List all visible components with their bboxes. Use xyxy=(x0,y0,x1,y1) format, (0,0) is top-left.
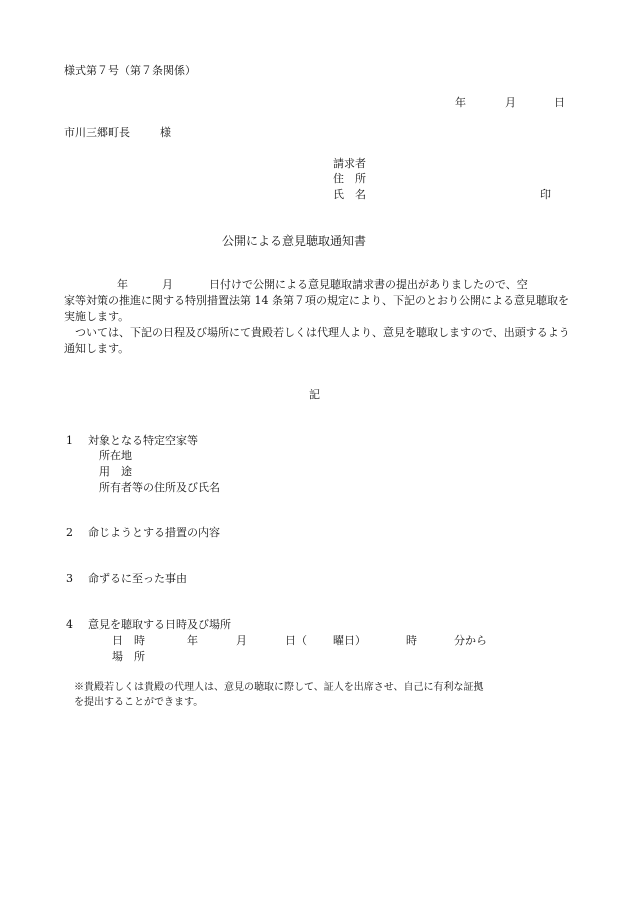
item4-weekday: 曜日） xyxy=(333,634,366,647)
addressee-name: 市川三郷町長 xyxy=(64,126,130,139)
body-para1-rest: 家等対策の推進に関する特別措置法第 14 条第７項の規定により、下記のとおり公開による意見聴取を実施します。 xyxy=(64,294,569,323)
item4-month: 月 xyxy=(236,634,247,647)
item2-label: 命じようとする措置の内容 xyxy=(88,526,220,539)
seal-mark: 印 xyxy=(540,188,551,201)
item4-day: 日（ xyxy=(285,634,307,647)
addressee-honorific: 様 xyxy=(160,126,171,139)
body-para2: ついては、下記の日程及び場所にて貴殿若しくは代理人より、意見を聴取しますので、出頭するよう通知します。 xyxy=(64,326,570,355)
item1-location: 所在地 xyxy=(99,449,132,462)
item3-number: 3 xyxy=(66,572,73,585)
requester-label: 請求者 xyxy=(333,157,366,170)
requester-address-label: 住 所 xyxy=(333,172,366,185)
document-title: 公開による意見聴取通知書 xyxy=(222,234,367,248)
item4-datetime-label: 日 時 xyxy=(112,634,145,647)
note-line2: を提出することができます。 xyxy=(74,697,204,708)
note-line1: ※貴殿若しくは貴殿の代理人は、意見の聴取に際して、証人を出席させ、自己に有利な証拠 xyxy=(74,682,484,693)
item1-number: 1 xyxy=(66,434,73,447)
item1-label: 対象となる特定空家等 xyxy=(88,434,198,447)
date-year: 年 xyxy=(455,96,466,109)
item4-place-label: 場 所 xyxy=(112,650,145,663)
item2-number: 2 xyxy=(66,526,73,539)
requester-name-label: 氏 名 xyxy=(333,188,366,201)
body-month: 月 xyxy=(162,278,173,291)
item4-year: 年 xyxy=(187,634,198,647)
item4-hour: 時 xyxy=(406,634,417,647)
item1-usage: 用 途 xyxy=(99,465,132,478)
date-month: 月 xyxy=(505,96,516,109)
body-para1-first: 日付けで公開による意見聴取請求書の提出がありましたので、空 xyxy=(209,278,528,291)
date-day: 日 xyxy=(554,96,565,109)
item4-minute: 分から xyxy=(454,634,487,647)
item1-owner: 所有者等の住所及び氏名 xyxy=(99,481,220,494)
item3-label: 命ずるに至った事由 xyxy=(88,572,187,585)
ki-heading: 記 xyxy=(309,388,320,401)
form-number: 様式第７号（第７条関係） xyxy=(64,64,196,77)
item4-number: 4 xyxy=(66,618,73,631)
body-year: 年 xyxy=(117,278,128,291)
item4-label: 意見を聴取する日時及び場所 xyxy=(88,618,231,631)
